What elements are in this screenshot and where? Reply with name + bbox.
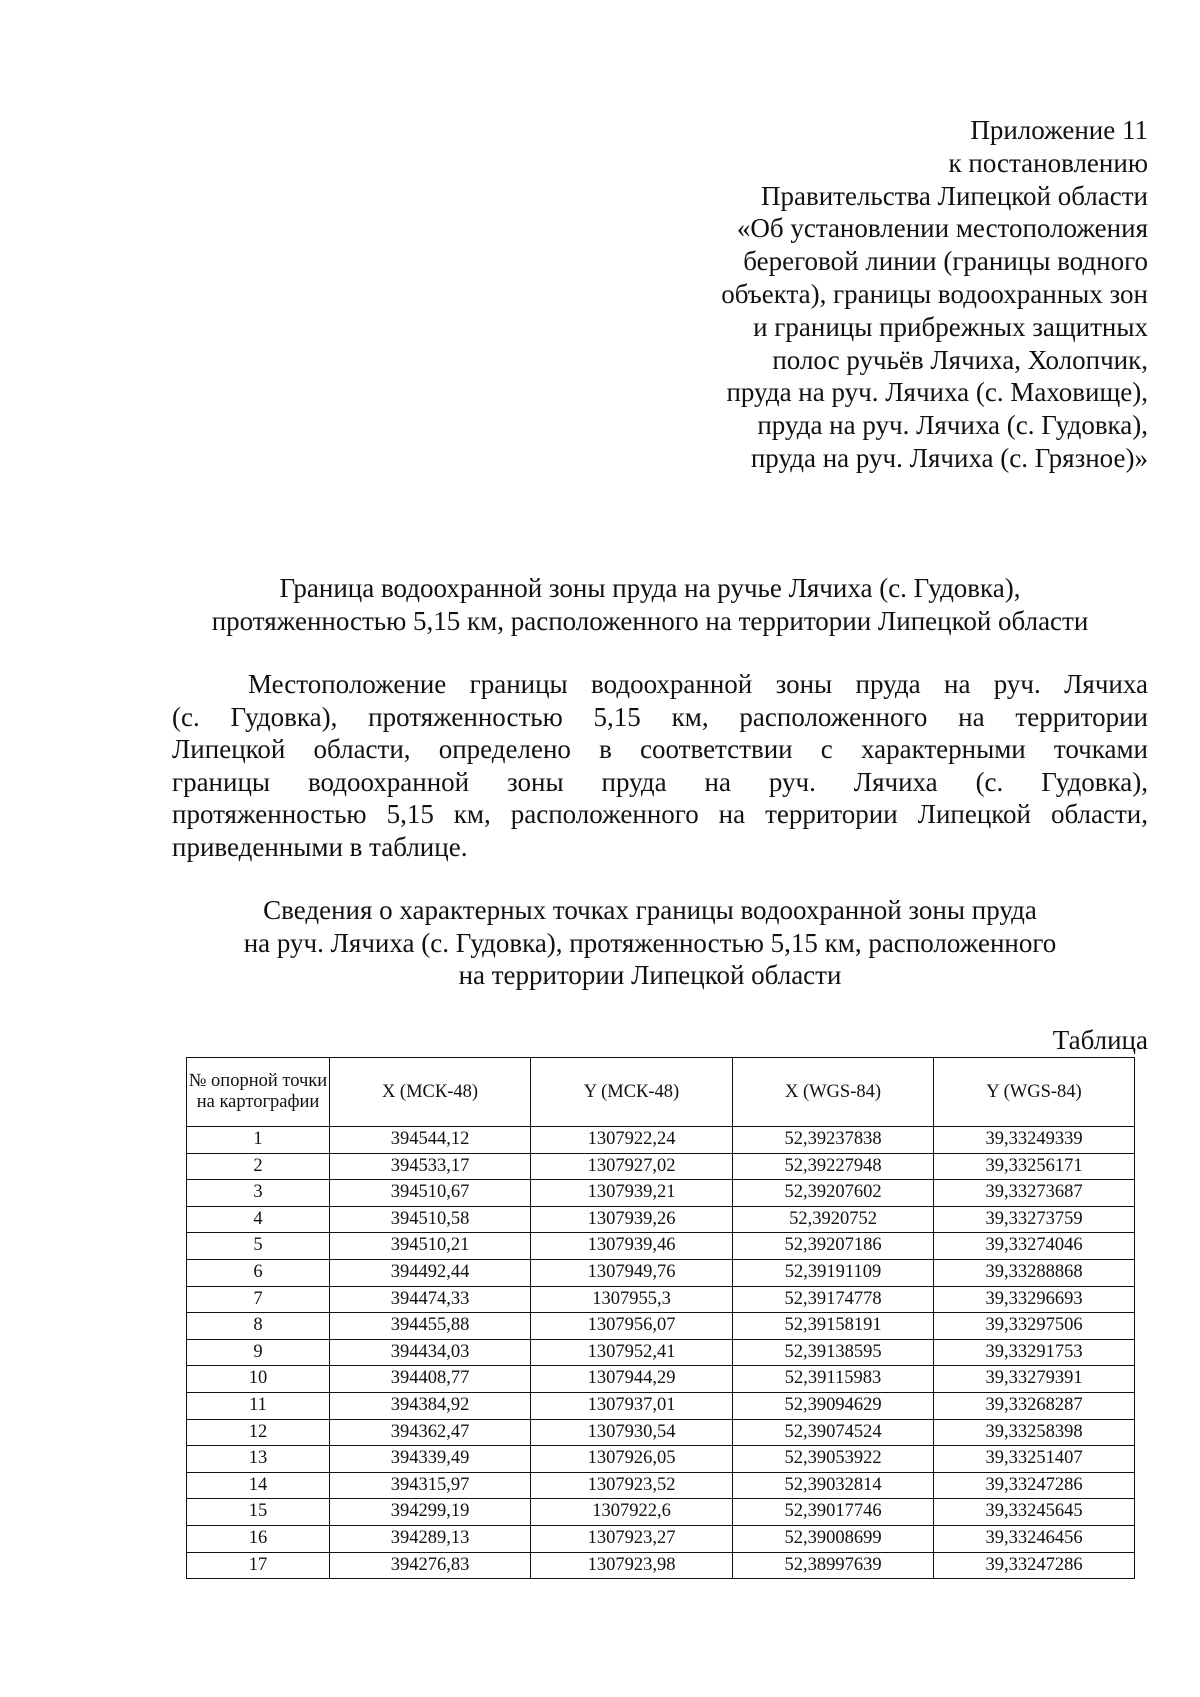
table-row [187, 1419, 1135, 1446]
cell-point-number: 16 [187, 1525, 330, 1552]
cell-x-wgs84: 52,38997639 [733, 1552, 934, 1579]
cell-y-wgs84: 39,33247286 [934, 1472, 1135, 1499]
cell-y-wgs84: 39,33246456 [934, 1525, 1135, 1552]
cell-y-msk48: 1307952,41 [531, 1339, 733, 1366]
header-y-msk48: Y (МСК-48) [531, 1058, 733, 1127]
caption-line: на территории Липецкой области [458, 960, 842, 990]
cell-x-msk48: 394492,44 [330, 1259, 531, 1286]
cell-y-wgs84: 39,33249339 [934, 1127, 1135, 1154]
cell-y-msk48: 1307930,54 [531, 1419, 733, 1446]
table-row [187, 1180, 1135, 1207]
cell-y-msk48: 1307923,98 [531, 1552, 733, 1579]
cell-y-msk48: 1307939,26 [531, 1206, 733, 1233]
cell-point-number: 7 [187, 1286, 330, 1313]
cell-y-msk48: 1307939,46 [531, 1233, 733, 1260]
appendix-line: пруда на руч. Лячиха (с. Грязное)» [750, 442, 1148, 473]
body-line: границы водоохранной зоны пруда на руч. Лячиха (с. Гудовка), [172, 766, 1148, 797]
header-x-msk48: X (МСК-48) [330, 1058, 531, 1127]
header-y-wgs84: Y (WGS-84) [934, 1058, 1135, 1127]
cell-x-msk48: 394510,58 [330, 1206, 531, 1233]
cell-x-msk48: 394408,77 [330, 1366, 531, 1393]
table-row [187, 1525, 1135, 1552]
cell-x-msk48: 394510,21 [330, 1233, 531, 1260]
cell-x-msk48: 394339,49 [330, 1446, 531, 1473]
cell-x-msk48: 394299,19 [330, 1499, 531, 1526]
cell-y-wgs84: 39,33296693 [934, 1286, 1135, 1313]
cell-point-number: 3 [187, 1180, 330, 1207]
body-line: приведенными в таблице. [172, 831, 468, 862]
appendix-line: пруда на руч. Лячиха (с. Гудовка), [757, 410, 1148, 441]
appendix-line: Правительства Липецкой области [760, 180, 1148, 211]
cell-y-wgs84: 39,33279391 [934, 1366, 1135, 1393]
cell-y-msk48: 1307956,07 [531, 1313, 733, 1340]
cell-x-msk48: 394434,03 [330, 1339, 531, 1366]
cell-x-msk48: 394474,33 [330, 1286, 531, 1313]
cell-x-msk48: 394315,97 [330, 1472, 531, 1499]
appendix-line: объекта), границы водоохранных зон [721, 278, 1148, 309]
cell-y-msk48: 1307955,3 [531, 1286, 733, 1313]
cell-point-number: 13 [187, 1446, 330, 1473]
table-row [187, 1446, 1135, 1473]
cell-y-wgs84: 39,33274046 [934, 1233, 1135, 1260]
cell-x-wgs84: 52,39138595 [733, 1339, 934, 1366]
appendix-line: полос ручьёв Лячиха, Холопчик, [772, 344, 1148, 375]
coordinates-table [186, 1057, 1135, 1579]
table-row [187, 1313, 1135, 1340]
cell-y-msk48: 1307927,02 [531, 1153, 733, 1180]
cell-y-wgs84: 39,33245645 [934, 1499, 1135, 1526]
appendix-header [600, 114, 1148, 475]
cell-y-wgs84: 39,33251407 [934, 1446, 1135, 1473]
cell-x-wgs84: 52,39191109 [733, 1259, 934, 1286]
table-header-row [187, 1058, 1135, 1127]
cell-y-msk48: 1307923,27 [531, 1525, 733, 1552]
cell-point-number: 11 [187, 1392, 330, 1419]
table-row [187, 1339, 1135, 1366]
cell-y-wgs84: 39,33273759 [934, 1206, 1135, 1233]
table-caption [150, 894, 1150, 992]
cell-x-msk48: 394544,12 [330, 1127, 531, 1154]
cell-y-msk48: 1307937,01 [531, 1392, 733, 1419]
appendix-line: к постановлению [948, 147, 1148, 178]
cell-y-msk48: 1307949,76 [531, 1259, 733, 1286]
cell-y-msk48: 1307944,29 [531, 1366, 733, 1393]
cell-x-msk48: 394455,88 [330, 1313, 531, 1340]
cell-x-msk48: 394533,17 [330, 1153, 531, 1180]
cell-x-wgs84: 52,39032814 [733, 1472, 934, 1499]
appendix-line: пруда на руч. Лячиха (с. Маховище), [726, 377, 1148, 408]
cell-y-wgs84: 39,33247286 [934, 1552, 1135, 1579]
cell-point-number: 8 [187, 1313, 330, 1340]
document-title [150, 572, 1150, 638]
table-row [187, 1552, 1135, 1579]
cell-x-wgs84: 52,39207602 [733, 1180, 934, 1207]
table-row [187, 1472, 1135, 1499]
body-line: (с. Гудовка), протяженностью 5,15 км, расположенного на территории [172, 701, 1148, 732]
cell-point-number: 9 [187, 1339, 330, 1366]
appendix-line: и границы прибрежных защитных [753, 311, 1148, 342]
cell-point-number: 17 [187, 1552, 330, 1579]
cell-x-msk48: 394384,92 [330, 1392, 531, 1419]
title-line: Граница водоохранной зоны пруда на ручье Лячиха (с. Гудовка), [279, 573, 1021, 603]
table-row [187, 1286, 1135, 1313]
cell-y-wgs84: 39,33268287 [934, 1392, 1135, 1419]
table-label: Таблица [1052, 1025, 1148, 1055]
table-row [187, 1153, 1135, 1180]
table-row [187, 1206, 1135, 1233]
cell-point-number: 1 [187, 1127, 330, 1154]
cell-point-number: 14 [187, 1472, 330, 1499]
cell-point-number: 6 [187, 1259, 330, 1286]
table-body [187, 1127, 1135, 1579]
cell-point-number: 2 [187, 1153, 330, 1180]
cell-y-msk48: 1307923,52 [531, 1472, 733, 1499]
body-line: Местоположение границы водоохранной зоны пруда на руч. Лячиха [248, 669, 1148, 699]
body-line: протяженностью 5,15 км, расположенного на территории Липецкой области, [172, 799, 1148, 830]
cell-x-wgs84: 52,39227948 [733, 1153, 934, 1180]
title-line: протяженностью 5,15 км, расположенного на территории Липецкой области [211, 606, 1089, 636]
cell-y-wgs84: 39,33291753 [934, 1339, 1135, 1366]
cell-x-wgs84: 52,39017746 [733, 1499, 934, 1526]
cell-x-wgs84: 52,39074524 [733, 1419, 934, 1446]
cell-y-wgs84: 39,33258398 [934, 1419, 1135, 1446]
cell-y-msk48: 1307926,05 [531, 1446, 733, 1473]
appendix-line: береговой линии (границы водного [743, 246, 1148, 277]
cell-point-number: 4 [187, 1206, 330, 1233]
cell-y-msk48: 1307922,24 [531, 1127, 733, 1154]
cell-y-wgs84: 39,33297506 [934, 1313, 1135, 1340]
cell-y-wgs84: 39,33273687 [934, 1180, 1135, 1207]
caption-line: на руч. Лячиха (с. Гудовка), протяженностью 5,15 км, расположенного [243, 927, 1057, 958]
table-row [187, 1366, 1135, 1393]
cell-x-wgs84: 52,39174778 [733, 1286, 934, 1313]
cell-x-wgs84: 52,39207186 [733, 1233, 934, 1260]
cell-y-wgs84: 39,33288868 [934, 1259, 1135, 1286]
cell-x-wgs84: 52,3920752 [733, 1206, 934, 1233]
table-row [187, 1499, 1135, 1526]
body-line: Липецкой области, определено в соответствии с характерными точками [172, 734, 1148, 765]
cell-point-number: 10 [187, 1366, 330, 1393]
cell-x-wgs84: 52,39115983 [733, 1366, 934, 1393]
cell-x-wgs84: 52,39158191 [733, 1313, 934, 1340]
cell-x-msk48: 394276,83 [330, 1552, 531, 1579]
cell-y-msk48: 1307922,6 [531, 1499, 733, 1526]
cell-point-number: 15 [187, 1499, 330, 1526]
cell-y-wgs84: 39,33256171 [934, 1153, 1135, 1180]
body-paragraph [172, 668, 1148, 864]
cell-point-number: 12 [187, 1419, 330, 1446]
cell-x-msk48: 394289,13 [330, 1525, 531, 1552]
table-row [187, 1392, 1135, 1419]
table-row [187, 1127, 1135, 1154]
cell-x-msk48: 394510,67 [330, 1180, 531, 1207]
cell-x-wgs84: 52,39053922 [733, 1446, 934, 1473]
cell-y-msk48: 1307939,21 [531, 1180, 733, 1207]
cell-x-wgs84: 52,39094629 [733, 1392, 934, 1419]
cell-x-msk48: 394362,47 [330, 1419, 531, 1446]
table-row [187, 1233, 1135, 1260]
header-point-number: № опорной точки на картографии [187, 1058, 330, 1127]
table-row [187, 1259, 1135, 1286]
cell-point-number: 5 [187, 1233, 330, 1260]
caption-line: Сведения о характерных точках границы водоохранной зоны пруда [263, 895, 1037, 925]
cell-x-wgs84: 52,39008699 [733, 1525, 934, 1552]
appendix-line: «Об установлении местоположения [736, 213, 1148, 244]
cell-x-wgs84: 52,39237838 [733, 1127, 934, 1154]
appendix-line: Приложение 11 [970, 115, 1148, 145]
header-x-wgs84: X (WGS-84) [733, 1058, 934, 1127]
